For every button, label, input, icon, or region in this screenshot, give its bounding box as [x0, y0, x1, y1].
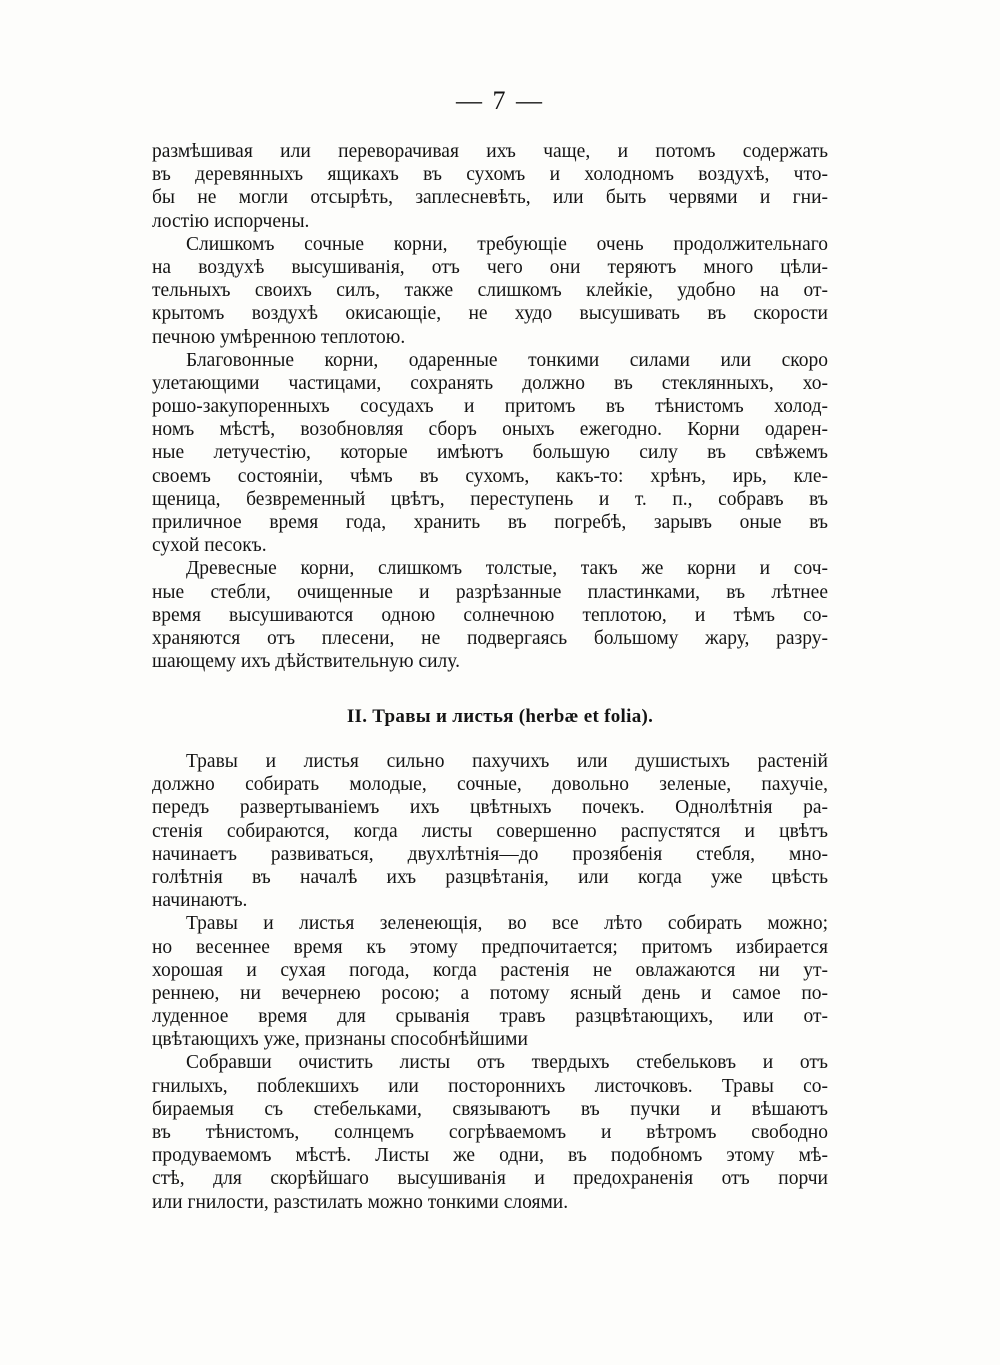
text-line: хорошая и сухая погода, когда растенія не овлажаются ни ут- — [152, 959, 828, 981]
text-line: должно собирать молодые, сочные, довольно зеленые, пахучіе, — [152, 774, 828, 796]
text-line: начинаетъ развиваться, двухлѣтнія—до прозябенія стебля, мно- — [152, 843, 828, 865]
text-line: Травы и листья сильно пахучихъ или душистыхъ растеній — [186, 751, 828, 772]
text-line: стенія собираются, когда листы совершенно распустятся и цвѣтъ — [152, 820, 828, 842]
text-line: въ деревянныхъ ящикахъ въ сухомъ и холодномъ воздухѣ, что- — [152, 164, 828, 186]
section-heading: II. Травы и листья (herbæ et folia). — [346, 706, 654, 727]
text-line: гнилыхъ, поблекшихъ или постороннихъ листочковъ. Травы со- — [152, 1075, 828, 1097]
text-line: стѣ, для скорѣйшаго высушиванія и предохраненія отъ порчи — [152, 1168, 828, 1190]
text-line: храняются отъ плесени, не подвергаясь большому жару, разру- — [152, 627, 828, 649]
text-line: своемъ состояніи, чѣмъ въ сухомъ, какъ-то: хрѣнъ, ирь, кле- — [152, 465, 828, 487]
text-line: размѣшивая или переворачивая ихъ чаще, и потомъ содержать — [152, 141, 828, 162]
text-line: въ тѣнистомъ, солнцемъ согрѣваемомъ и вѣтромъ свободно — [152, 1122, 828, 1143]
text-line: лостію испорчены. — [152, 210, 310, 232]
text-line: Благовонные корни, одаренные тонкими силами или скоро — [186, 349, 828, 371]
text-line: Слишкомъ сочные корни, требующіе очень продолжительнаго — [186, 233, 828, 255]
text-line: или гнилости, разстилать можно тонкими слоями. — [152, 1191, 569, 1213]
text-line: ные стебли, очищенные и разрѣзанные пластинками, въ лѣтнее — [152, 581, 828, 603]
text-line: Собравши очистить листы отъ твердыхъ стебельковъ и отъ — [186, 1052, 828, 1074]
text-line: Травы и листья зеленеющія, во все лѣто собирать можно; — [186, 913, 828, 935]
text-line: щеница, безвременный цвѣтъ, переступень и т. п., собравъ въ — [152, 488, 828, 510]
text-line: печною умѣренною теплотою. — [152, 326, 406, 348]
text-line: улетающими частицами, сохранять должно въ стеклянныхъ, хо- — [152, 372, 828, 394]
text-line: приличное время года, хранить въ погребѣ, зарывъ оные въ — [152, 512, 828, 533]
page-number: — 7 — — [456, 86, 544, 115]
text-line: на воздухѣ высушиванія, отъ чего они теряютъ много цѣли- — [152, 256, 828, 278]
text-line: реннею, ни вечернею росою; а потому ясный день и самое по- — [152, 982, 828, 1004]
text-line: но весеннее время къ этому предпочитается; притомъ избирается — [152, 936, 828, 958]
text-line: цвѣтающихъ уже, признаны способнѣйшими — [152, 1029, 528, 1051]
text-line: сухой песокъ. — [152, 535, 267, 557]
text-line: ные летучестію, которые имѣютъ большую силу въ свѣжемъ — [152, 442, 828, 464]
text-line: Древесные корни, слишкомъ толстые, такъ же корни и соч- — [186, 558, 828, 580]
text-block-herbs — [152, 750, 828, 1214]
text-line: начинаютъ. — [152, 890, 248, 912]
text-line: шающему ихъ дѣйствительную силу. — [152, 651, 460, 673]
text-line: время высушиваются одною солнечною теплотою, и тѣмъ со- — [152, 604, 828, 626]
text-line: луденное время для срыванія травъ разцвѣтающихъ, или от- — [152, 1006, 828, 1028]
text-line: голѣтнія въ началѣ ихъ разцвѣтанія, или когда уже цвѣсть — [152, 866, 828, 888]
text-line: номъ мѣстѣ, возобновляя сборъ оныхъ ежегодно. Корни одарен- — [152, 419, 828, 441]
text-block-roots — [152, 140, 828, 673]
text-line: крытомъ воздухѣ окисающіе, не худо высушивать въ скорости — [152, 303, 828, 325]
text-line: продуваемомъ мѣстѣ. Листы же одни, въ подобномъ этому мѣ- — [152, 1145, 828, 1167]
text-line: бираемыя съ стебельками, связываютъ въ пучки и вѣшаютъ — [152, 1098, 828, 1120]
text-line: рошо-закупоренныхъ сосудахъ и притомъ въ тѣнистомъ холод- — [152, 396, 828, 418]
text-line: бы не могли отсырѣть, заплесневѣть, или быть червями и гни- — [152, 187, 828, 209]
text-line: тельныхъ своихъ силъ, также слишкомъ клейкіе, удобно на от- — [152, 280, 828, 302]
text-line: передъ развертываніемъ ихъ цвѣтныхъ почекъ. Однолѣтнія ра- — [152, 797, 828, 819]
